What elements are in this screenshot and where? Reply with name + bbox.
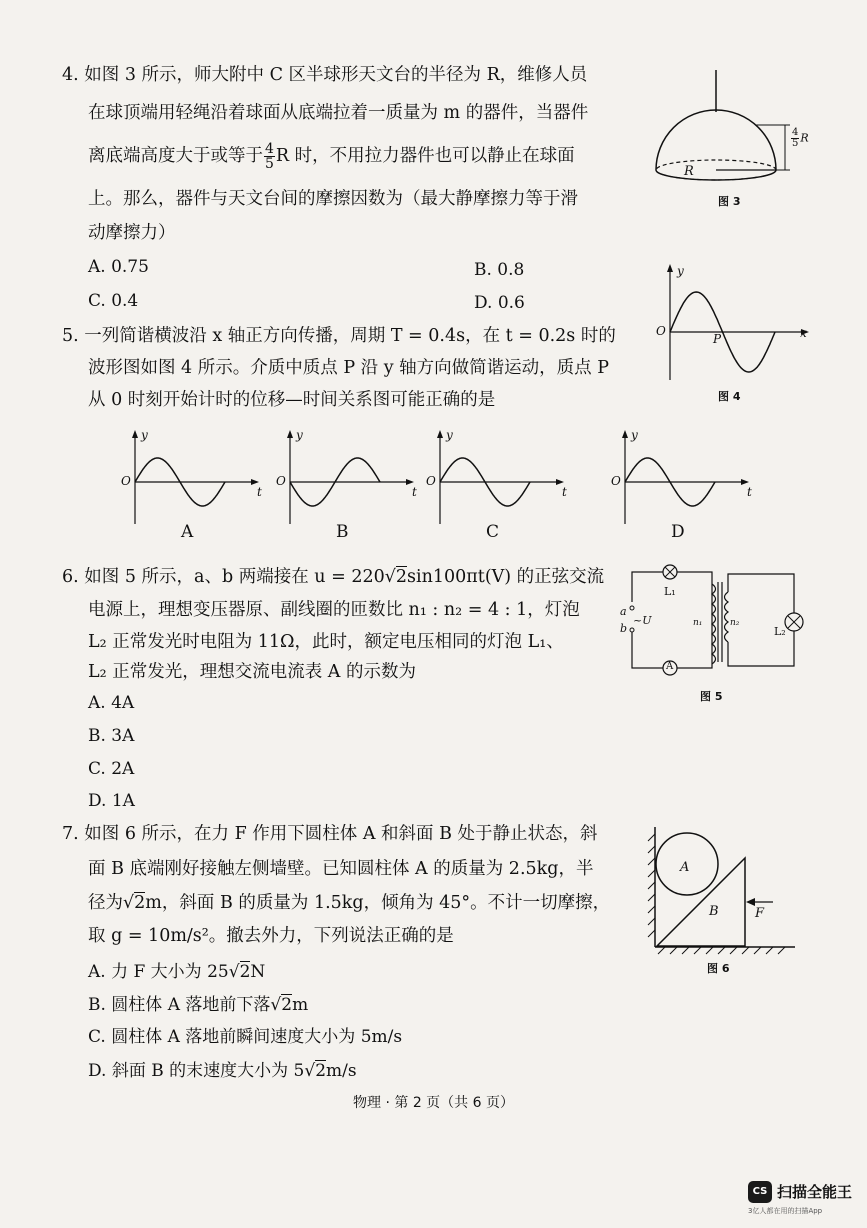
figure-5-u: ~U [633, 614, 652, 627]
option-graph-c [420, 428, 570, 528]
figure-5-n1: n₁ [693, 618, 703, 628]
q6-line-2: 电源上，理想变压器原、副线圈的匝数比 n₁ : n₂ = 4 : 1，灯泡 [88, 600, 580, 620]
option-graph-b [270, 428, 420, 528]
figure-4-caption: 图 4 [718, 390, 741, 403]
figure-6-incline [645, 822, 805, 952]
figure-6-caption: 图 6 [707, 962, 730, 975]
q4-line-1: 4. 如图 3 所示，师大附中 C 区半球形天文台的半径为 R，维修人员 [62, 65, 588, 85]
figure-5-l1: L₁ [664, 585, 676, 598]
option-graph-t-label: t [747, 485, 752, 499]
figure-6-label-a: A [680, 860, 690, 875]
page-footer: 物理 · 第 2 页（共 6 页） [353, 1095, 514, 1111]
q6-option-b: B. 3A [88, 726, 135, 746]
option-graph-label: B [336, 522, 349, 542]
option-graph-label: A [181, 522, 194, 542]
option-graph-origin: O [426, 474, 436, 488]
figure-4-origin: O [656, 324, 666, 338]
q4-line-5: 动摩擦力） [88, 223, 176, 243]
q7-option-c: C. 圆柱体 A 落地前瞬间速度大小为 5m/s [88, 1027, 403, 1047]
q7-option-a: A. 力 F 大小为 25√2N [88, 962, 266, 982]
option-graph-t-label: t [562, 485, 567, 499]
q7-line-3: 径为√2m，斜面 B 的质量为 1.5kg，倾角为 45°。不计一切摩擦， [88, 893, 611, 913]
q4-line-3: 离底端高度大于或等于 $\frac{4}{5}$ R 时，不用拉力器件也可以静止在球面 [88, 141, 575, 172]
q5-line-1: 5. 一列简谐横波沿 x 轴正方向传播，周期 T = 0.4s，在 t = 0.2s 时的 [62, 326, 616, 346]
q6-line-3: L₂ 正常发光时电阻为 11Ω，此时，额定电压相同的灯泡 L₁、 [88, 632, 564, 652]
scanner-watermark [748, 1179, 860, 1217]
figure-4-y-label: y [677, 264, 684, 278]
option-graph-label: C [486, 522, 500, 542]
option-graph-origin: O [276, 474, 286, 488]
q4-line-4: 上。那么，器件与天文台间的摩擦因数为（最大静摩擦力等于滑 [88, 189, 578, 209]
q5-line-3: 从 0 时刻开始计时的位移—时间关系图可能正确的是 [88, 390, 496, 410]
figure-5-a: a [620, 605, 627, 618]
figure-4-x-label: x [800, 326, 807, 340]
figure-3-height-label: $\frac{4}{5}$ R [792, 127, 809, 149]
fraction: $\frac{4}{5}$ [265, 141, 274, 172]
option-graph-label: D [671, 522, 685, 542]
option-graph-d [605, 428, 755, 528]
figure-5-n2: n₂ [730, 618, 740, 628]
option-graph-y-label: y [296, 428, 303, 442]
figure-3-radius-label: R [684, 164, 694, 179]
figure-5-b: b [620, 622, 628, 635]
option-graph-y-label: y [631, 428, 638, 442]
figure-5-caption: 图 5 [700, 690, 723, 703]
q6-option-c: C. 2A [88, 759, 135, 779]
watermark-subtitle: 3亿人都在用的扫描App [748, 1207, 823, 1215]
q4-option-c: C. 0.4 [88, 291, 139, 311]
watermark-logo: CS [748, 1181, 772, 1203]
option-graph-y-label: y [446, 428, 453, 442]
q7-line-2: 面 B 底端刚好接触左侧墙壁。已知圆柱体 A 的质量为 2.5kg，半 [88, 859, 594, 879]
q4-option-a: A. 0.75 [88, 257, 149, 277]
figure-6-label-b: B [709, 904, 719, 919]
figure-3-caption: 图 3 [718, 195, 741, 208]
sqrt-symbol: √ [384, 567, 396, 587]
figure-4-wave [655, 262, 815, 387]
q6-option-a: A. 4A [88, 693, 135, 713]
option-graph-y-label: y [141, 428, 148, 442]
option-graph-origin: O [121, 474, 131, 488]
q6-line-4: L₂ 正常发光，理想交流电流表 A 的示数为 [88, 662, 416, 682]
option-graph-t-label: t [257, 485, 262, 499]
q7-option-b: B. 圆柱体 A 落地前下落√2m [88, 995, 309, 1015]
q7-option-d: D. 斜面 B 的末速度大小为 5√2m/s [88, 1061, 357, 1081]
watermark-title: 扫描全能王 [777, 1183, 853, 1201]
option-graph-a [115, 428, 265, 528]
q7-line-1: 7. 如图 6 所示，在力 F 作用下圆柱体 A 和斜面 B 处于静止状态，斜 [62, 824, 598, 844]
figure-5-ammeter: A [666, 661, 674, 672]
figure-5-l2: L₂ [774, 625, 786, 638]
option-graph-origin: O [611, 474, 621, 488]
option-graph-t-label: t [412, 485, 417, 499]
figure-4-point-p: P [713, 332, 722, 346]
q5-line-2: 波形图如图 4 所示。介质中质点 P 沿 y 轴方向做简谐运动，质点 P [88, 358, 610, 378]
q4-option-d: D. 0.6 [474, 293, 525, 313]
q6-line-1: 6. 如图 5 所示，a、b 两端接在 u = 220√2sin100πt(V) 的正弦交流 [62, 567, 605, 587]
q7-line-4: 取 g = 10m/s²。撤去外力，下列说法正确的是 [88, 926, 454, 946]
q4-line-2: 在球顶端用轻绳沿着球面从底端拉着一质量为 m 的器件，当器件 [88, 103, 589, 123]
q6-option-d: D. 1A [88, 791, 135, 811]
figure-6-label-f: F [755, 906, 765, 921]
q4-option-b: B. 0.8 [474, 260, 525, 280]
